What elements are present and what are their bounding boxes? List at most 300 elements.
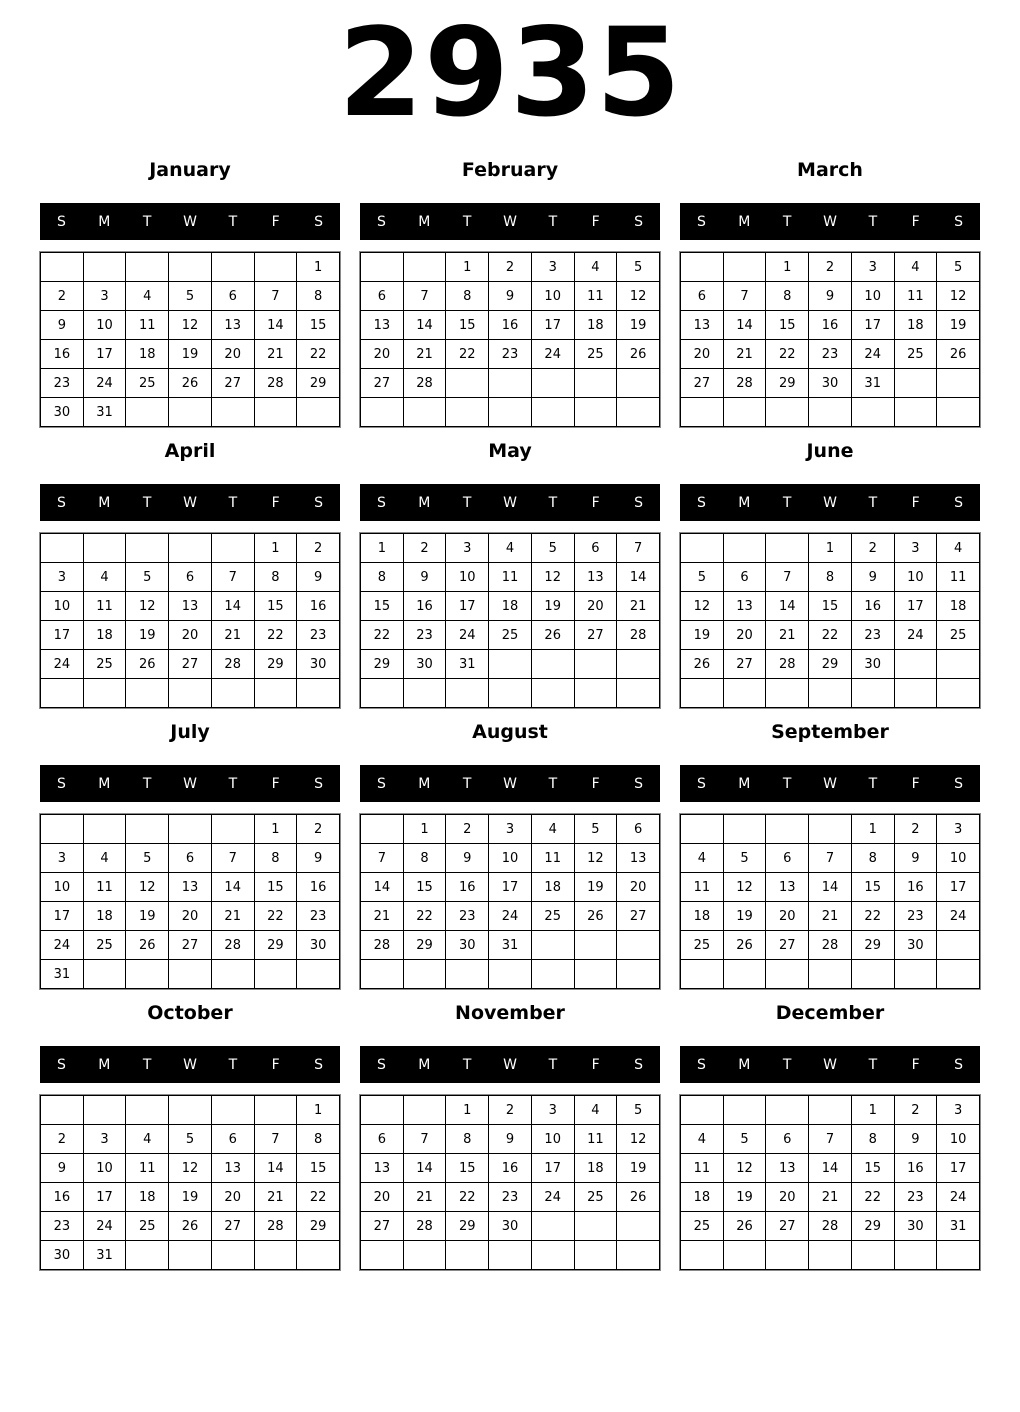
day-cell: 27 — [212, 369, 254, 397]
day-cell — [255, 1241, 297, 1269]
month-block — [40, 439, 340, 708]
month-title: May — [488, 440, 532, 462]
day-cell — [937, 650, 979, 678]
day-cell — [681, 253, 723, 281]
day-cell: 8 — [404, 844, 446, 872]
day-cell: 16 — [895, 1154, 937, 1182]
day-cell: 8 — [255, 563, 297, 591]
day-cell — [575, 960, 617, 988]
day-cell: 22 — [809, 621, 851, 649]
weekday-label: S — [696, 494, 706, 511]
day-cell: 14 — [809, 1154, 851, 1182]
day-cell: 7 — [212, 844, 254, 872]
weekday-label: W — [503, 1056, 517, 1073]
day-cell — [937, 1241, 979, 1269]
day-cell: 19 — [681, 621, 723, 649]
weekday-label: S — [314, 213, 324, 230]
weekday-label: T — [782, 1056, 792, 1073]
day-cell: 25 — [937, 621, 979, 649]
day-cell — [937, 679, 979, 707]
day-cell: 19 — [724, 902, 766, 930]
day-cell: 23 — [895, 902, 937, 930]
day-cell: 15 — [297, 311, 339, 339]
day-cell: 25 — [84, 650, 126, 678]
day-cell: 4 — [126, 282, 168, 310]
day-cell: 16 — [895, 873, 937, 901]
weekday-label: S — [314, 1056, 324, 1073]
day-cell: 19 — [617, 311, 659, 339]
day-cell: 2 — [41, 1125, 83, 1153]
weekday-label: S — [634, 494, 644, 511]
month-grid — [680, 814, 980, 989]
day-cell — [255, 398, 297, 426]
month-title: November — [455, 1002, 565, 1024]
day-cell: 23 — [297, 621, 339, 649]
day-cell: 4 — [575, 253, 617, 281]
day-cell: 28 — [617, 621, 659, 649]
day-cell: 19 — [617, 1154, 659, 1182]
day-cell: 2 — [297, 815, 339, 843]
day-cell — [212, 398, 254, 426]
day-cell — [532, 369, 574, 397]
day-cell: 3 — [41, 844, 83, 872]
day-cell: 6 — [575, 534, 617, 562]
day-cell: 9 — [895, 1125, 937, 1153]
weekday-header — [360, 203, 660, 240]
day-cell: 10 — [41, 873, 83, 901]
day-cell: 20 — [212, 1183, 254, 1211]
month-title: December — [775, 1002, 885, 1024]
day-cell — [532, 398, 574, 426]
day-cell: 10 — [532, 282, 574, 310]
day-cell — [681, 679, 723, 707]
day-cell: 6 — [766, 844, 808, 872]
day-cell: 18 — [681, 902, 723, 930]
day-cell: 25 — [895, 340, 937, 368]
day-cell — [809, 1241, 851, 1269]
day-cell: 28 — [404, 1212, 446, 1240]
day-cell: 22 — [255, 621, 297, 649]
weekday-label: M — [738, 775, 751, 792]
weekday-label: F — [911, 213, 920, 230]
day-cell: 24 — [532, 1183, 574, 1211]
day-cell: 9 — [297, 563, 339, 591]
weekday-label: S — [56, 213, 66, 230]
day-cell — [446, 369, 488, 397]
day-cell — [489, 369, 531, 397]
weekday-label: F — [271, 494, 280, 511]
day-cell: 12 — [169, 1154, 211, 1182]
day-cell: 16 — [446, 873, 488, 901]
day-cell — [212, 960, 254, 988]
day-cell — [895, 369, 937, 397]
day-cell: 1 — [297, 253, 339, 281]
day-cell: 28 — [404, 369, 446, 397]
weekday-label: F — [591, 775, 600, 792]
day-cell: 28 — [255, 1212, 297, 1240]
day-cell: 7 — [809, 844, 851, 872]
day-cell — [895, 650, 937, 678]
day-cell: 18 — [126, 340, 168, 368]
day-cell: 24 — [41, 650, 83, 678]
day-cell: 23 — [446, 902, 488, 930]
day-cell — [575, 679, 617, 707]
month-grid — [40, 252, 340, 427]
day-cell — [446, 398, 488, 426]
day-cell: 6 — [212, 282, 254, 310]
day-cell: 2 — [489, 1096, 531, 1124]
day-cell — [212, 534, 254, 562]
day-cell: 29 — [361, 650, 403, 678]
day-cell: 7 — [212, 563, 254, 591]
month-block — [360, 720, 660, 989]
weekday-label: F — [591, 494, 600, 511]
day-cell: 31 — [937, 1212, 979, 1240]
day-cell: 30 — [404, 650, 446, 678]
weekday-header — [680, 765, 980, 802]
day-cell: 6 — [169, 563, 211, 591]
day-cell: 28 — [255, 369, 297, 397]
day-cell: 6 — [724, 563, 766, 591]
day-cell: 21 — [809, 1183, 851, 1211]
day-cell: 29 — [297, 1212, 339, 1240]
weekday-label: S — [376, 213, 386, 230]
day-cell — [169, 679, 211, 707]
day-cell: 4 — [489, 534, 531, 562]
weekday-label: T — [228, 1056, 238, 1073]
day-cell: 26 — [724, 1212, 766, 1240]
day-cell — [84, 253, 126, 281]
day-cell — [809, 679, 851, 707]
day-cell: 29 — [809, 650, 851, 678]
day-cell: 2 — [297, 534, 339, 562]
weekday-label: S — [954, 775, 964, 792]
day-cell: 7 — [809, 1125, 851, 1153]
day-cell: 16 — [297, 873, 339, 901]
weekday-label: M — [418, 494, 431, 511]
day-cell: 15 — [297, 1154, 339, 1182]
day-cell — [937, 369, 979, 397]
day-cell: 20 — [766, 902, 808, 930]
day-cell: 1 — [404, 815, 446, 843]
day-cell — [84, 534, 126, 562]
day-cell: 13 — [361, 1154, 403, 1182]
day-cell: 1 — [852, 815, 894, 843]
day-cell — [41, 815, 83, 843]
day-cell: 10 — [937, 1125, 979, 1153]
weekday-label: S — [376, 494, 386, 511]
day-cell: 5 — [724, 1125, 766, 1153]
day-cell: 2 — [489, 253, 531, 281]
weekday-label: M — [418, 213, 431, 230]
day-cell — [404, 398, 446, 426]
day-cell: 2 — [895, 1096, 937, 1124]
day-cell: 30 — [41, 398, 83, 426]
day-cell: 13 — [766, 1154, 808, 1182]
day-cell: 1 — [297, 1096, 339, 1124]
weekday-header — [40, 765, 340, 802]
day-cell: 12 — [126, 592, 168, 620]
day-cell: 24 — [937, 902, 979, 930]
day-cell: 4 — [126, 1125, 168, 1153]
day-cell: 20 — [361, 340, 403, 368]
day-cell: 27 — [681, 369, 723, 397]
day-cell: 26 — [532, 621, 574, 649]
day-cell: 29 — [404, 931, 446, 959]
day-cell — [617, 650, 659, 678]
day-cell — [404, 960, 446, 988]
day-cell: 24 — [895, 621, 937, 649]
day-cell: 20 — [766, 1183, 808, 1211]
day-cell: 25 — [126, 369, 168, 397]
day-cell: 3 — [852, 253, 894, 281]
day-cell: 5 — [126, 844, 168, 872]
day-cell — [532, 1241, 574, 1269]
day-cell: 22 — [361, 621, 403, 649]
day-cell: 21 — [404, 340, 446, 368]
day-cell — [489, 960, 531, 988]
day-cell: 12 — [169, 311, 211, 339]
day-cell: 5 — [575, 815, 617, 843]
day-cell: 17 — [895, 592, 937, 620]
day-cell: 5 — [724, 844, 766, 872]
day-cell: 26 — [169, 369, 211, 397]
day-cell: 21 — [724, 340, 766, 368]
weekday-label: W — [503, 213, 517, 230]
day-cell: 15 — [766, 311, 808, 339]
day-cell: 3 — [84, 282, 126, 310]
day-cell — [84, 679, 126, 707]
day-cell: 28 — [724, 369, 766, 397]
weekday-label: T — [462, 775, 472, 792]
day-cell: 19 — [126, 902, 168, 930]
day-cell: 25 — [84, 931, 126, 959]
day-cell: 16 — [809, 311, 851, 339]
day-cell: 16 — [489, 311, 531, 339]
day-cell — [617, 679, 659, 707]
day-cell — [41, 253, 83, 281]
day-cell — [169, 815, 211, 843]
day-cell: 21 — [617, 592, 659, 620]
day-cell: 9 — [446, 844, 488, 872]
weekday-label: S — [56, 775, 66, 792]
day-cell: 10 — [84, 1154, 126, 1182]
day-cell: 24 — [41, 931, 83, 959]
month-title: September — [771, 721, 889, 743]
day-cell: 25 — [532, 902, 574, 930]
day-cell: 25 — [681, 931, 723, 959]
weekday-label: W — [503, 775, 517, 792]
day-cell: 6 — [169, 844, 211, 872]
day-cell: 22 — [297, 1183, 339, 1211]
day-cell: 13 — [169, 873, 211, 901]
day-cell — [361, 253, 403, 281]
weekday-label: W — [823, 213, 837, 230]
day-cell: 6 — [617, 815, 659, 843]
day-cell: 27 — [575, 621, 617, 649]
day-cell — [724, 253, 766, 281]
day-cell: 28 — [212, 650, 254, 678]
day-cell — [361, 1096, 403, 1124]
day-cell: 11 — [489, 563, 531, 591]
day-cell: 10 — [895, 563, 937, 591]
day-cell — [681, 1096, 723, 1124]
day-cell — [724, 1096, 766, 1124]
weekday-label: T — [548, 775, 558, 792]
day-cell — [617, 369, 659, 397]
day-cell — [404, 253, 446, 281]
day-cell: 10 — [446, 563, 488, 591]
day-cell — [852, 679, 894, 707]
day-cell: 14 — [212, 873, 254, 901]
day-cell: 10 — [489, 844, 531, 872]
day-cell: 17 — [84, 1183, 126, 1211]
day-cell — [766, 534, 808, 562]
day-cell: 29 — [446, 1212, 488, 1240]
day-cell: 20 — [361, 1183, 403, 1211]
day-cell: 2 — [852, 534, 894, 562]
day-cell: 6 — [766, 1125, 808, 1153]
day-cell: 5 — [532, 534, 574, 562]
day-cell: 22 — [404, 902, 446, 930]
day-cell: 18 — [681, 1183, 723, 1211]
day-cell: 13 — [212, 1154, 254, 1182]
day-cell: 11 — [681, 873, 723, 901]
day-cell: 30 — [297, 931, 339, 959]
day-cell: 18 — [84, 621, 126, 649]
day-cell — [126, 534, 168, 562]
month-block — [360, 1001, 660, 1270]
month-block — [360, 158, 660, 427]
day-cell — [852, 398, 894, 426]
weekday-label: M — [738, 494, 751, 511]
day-cell: 13 — [681, 311, 723, 339]
day-cell: 22 — [852, 1183, 894, 1211]
day-cell — [404, 679, 446, 707]
day-cell: 21 — [766, 621, 808, 649]
day-cell: 28 — [361, 931, 403, 959]
day-cell: 10 — [532, 1125, 574, 1153]
day-cell — [446, 1241, 488, 1269]
day-cell: 22 — [446, 1183, 488, 1211]
day-cell: 26 — [617, 1183, 659, 1211]
day-cell: 15 — [446, 311, 488, 339]
year-title: 2935 — [338, 2, 682, 144]
day-cell: 17 — [852, 311, 894, 339]
day-cell — [809, 960, 851, 988]
day-cell — [255, 960, 297, 988]
day-cell: 10 — [84, 311, 126, 339]
day-cell — [724, 960, 766, 988]
day-cell — [937, 931, 979, 959]
day-cell: 22 — [852, 902, 894, 930]
day-cell: 5 — [169, 282, 211, 310]
day-cell: 11 — [937, 563, 979, 591]
day-cell — [212, 1241, 254, 1269]
weekday-label: T — [782, 775, 792, 792]
day-cell: 23 — [41, 1212, 83, 1240]
weekday-label: T — [142, 494, 152, 511]
day-cell: 14 — [617, 563, 659, 591]
day-cell: 29 — [255, 650, 297, 678]
day-cell: 2 — [809, 253, 851, 281]
day-cell: 18 — [489, 592, 531, 620]
day-cell: 8 — [446, 282, 488, 310]
day-cell: 26 — [126, 650, 168, 678]
day-cell — [575, 369, 617, 397]
day-cell — [532, 679, 574, 707]
day-cell: 14 — [255, 311, 297, 339]
weekday-label: T — [782, 494, 792, 511]
day-cell — [361, 815, 403, 843]
day-cell — [681, 398, 723, 426]
day-cell — [937, 960, 979, 988]
day-cell: 24 — [937, 1183, 979, 1211]
month-block — [680, 439, 980, 708]
day-cell: 1 — [255, 534, 297, 562]
day-cell: 17 — [41, 902, 83, 930]
day-cell — [937, 398, 979, 426]
day-cell: 5 — [126, 563, 168, 591]
weekday-header — [40, 1046, 340, 1083]
day-cell: 9 — [41, 1154, 83, 1182]
weekday-label: F — [911, 775, 920, 792]
day-cell: 19 — [575, 873, 617, 901]
weekday-label: S — [696, 775, 706, 792]
day-cell: 1 — [766, 253, 808, 281]
day-cell — [724, 679, 766, 707]
month-grid — [40, 1095, 340, 1270]
day-cell: 27 — [361, 1212, 403, 1240]
day-cell: 1 — [255, 815, 297, 843]
day-cell: 15 — [361, 592, 403, 620]
weekday-label: F — [271, 775, 280, 792]
day-cell: 28 — [212, 931, 254, 959]
weekday-header — [360, 1046, 660, 1083]
month-block — [40, 720, 340, 989]
day-cell — [169, 1096, 211, 1124]
day-cell: 9 — [489, 282, 531, 310]
day-cell: 17 — [532, 1154, 574, 1182]
day-cell: 29 — [852, 931, 894, 959]
day-cell: 15 — [809, 592, 851, 620]
day-cell: 23 — [852, 621, 894, 649]
month-title: February — [461, 159, 559, 181]
weekday-header — [680, 484, 980, 521]
day-cell — [724, 398, 766, 426]
day-cell: 27 — [169, 650, 211, 678]
day-cell — [126, 960, 168, 988]
day-cell: 10 — [852, 282, 894, 310]
month-grid — [360, 533, 660, 708]
weekday-label: W — [823, 775, 837, 792]
month-title: March — [797, 159, 863, 181]
day-cell: 8 — [766, 282, 808, 310]
day-cell: 30 — [489, 1212, 531, 1240]
day-cell: 14 — [404, 1154, 446, 1182]
day-cell: 24 — [446, 621, 488, 649]
weekday-label: T — [782, 213, 792, 230]
month-block — [40, 1001, 340, 1270]
day-cell — [446, 679, 488, 707]
day-cell: 4 — [681, 844, 723, 872]
day-cell: 20 — [575, 592, 617, 620]
day-cell — [617, 960, 659, 988]
day-cell: 19 — [169, 340, 211, 368]
day-cell: 4 — [937, 534, 979, 562]
day-cell: 15 — [255, 592, 297, 620]
day-cell: 18 — [84, 902, 126, 930]
